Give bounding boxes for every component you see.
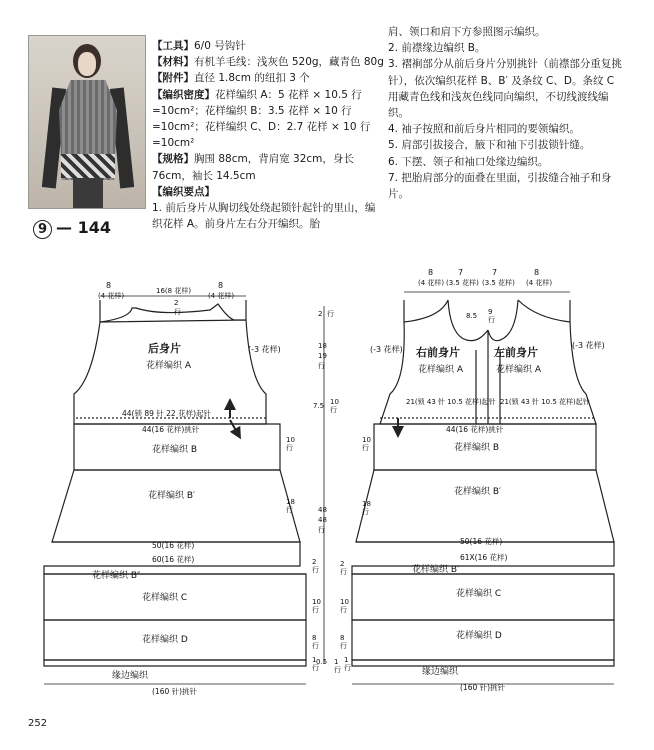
front-neck-width-1: 7 (458, 268, 464, 277)
back-rows-18: 18 (286, 498, 295, 506)
front-pattern-d: 花样编织 D (456, 631, 502, 641)
front-pattern-b3: 花样编织 B″ (412, 565, 461, 575)
step-4: 4. 袖子按照和前后身片相同的要领编织。 (388, 123, 580, 136)
back-pattern-b: 花样编织 B (152, 445, 198, 455)
back-shoulder-width-right: 8 (218, 281, 224, 290)
step-7: 7. 把胎肩部分的面叠在里面，引拔缝合袖子和身片。 (388, 171, 612, 201)
front-width-61: 61X(16 花样) (460, 553, 508, 562)
mid-rows-48: 48 (318, 516, 327, 524)
mid-rows-1-unit: 行 (334, 666, 341, 674)
back-pattern-a: 花样编织 A (146, 361, 192, 371)
front-pick-up: 44(16 花样)挑针 (446, 425, 504, 434)
material-line: 【材料】有机羊毛线：浅灰色 520g，藏青色 80g (152, 56, 384, 69)
circled-number: 9 (33, 220, 52, 239)
mid-rows-1: 1 (334, 658, 339, 666)
front-neck-depth: 8.5 (466, 312, 478, 320)
front-rows-10c-unit: 行 (340, 606, 347, 614)
back-shoulder-count-right: (4 花样) (208, 292, 235, 300)
back-shoulder-count: (4 花样) (98, 292, 125, 300)
front-shoulder-width-1: 8 (428, 268, 434, 277)
front-pattern-b2: 花样编织 B′ (454, 487, 502, 497)
step-2: 2. 前襟缘边编织 B。 (388, 42, 486, 55)
left-front-cast-on: 21(锁 43 针 10.5 花样)起针 (500, 398, 590, 406)
mid-rows-48-unit: 行 (318, 526, 325, 534)
front-pattern-b: 花样编织 B (454, 443, 500, 453)
back-hem-stitches: (160 针)挑针 (152, 687, 198, 696)
point-1: 1. 前后身片从胸切线处绕起锁针起针的里山，编织花样 A。前身片左右分开编织。胎 (152, 202, 376, 231)
front-rows-18: 18 (362, 500, 371, 508)
front-rows-1: 1 (344, 656, 349, 664)
back-rows-1-unit: 行 (312, 664, 319, 672)
front-width-50: 50(16 花样) (460, 537, 503, 546)
front-shoulder-count-2: (4 花样) (526, 279, 553, 287)
front-rows-10-unit: 行 (362, 444, 369, 452)
front-hem-stitches: (160 针)挑针 (460, 683, 506, 692)
back-rows-1: 1 (312, 656, 317, 664)
front-rows-2: 2 (340, 560, 345, 568)
left-front-title: 左前身片 (494, 346, 538, 359)
front-rows-8-unit: 行 (340, 642, 347, 650)
density-line: 【编织密度】花样编织 A：5 花样 × 10.5 行 =10cm²；花样编织 B：3.5 花样 × 10 行 =10cm²；花样编织 C、D：2.7 花样 × 10 行 =10cm² (152, 88, 371, 150)
front-shoulder-width-2: 8 (534, 268, 540, 277)
back-neck-rows: 2 (174, 299, 179, 307)
mid-height-0-5: 0.5 (316, 658, 328, 666)
front-neck-width-2: 7 (492, 268, 498, 277)
back-pattern-c: 花样编织 C (142, 593, 188, 603)
left-front-pattern-a: 花样编织 A (496, 365, 542, 375)
front-rows-10: 10 (362, 436, 371, 444)
back-pattern-d: 花样编织 D (142, 635, 188, 645)
back-rows-10c-unit: 行 (312, 606, 319, 614)
back-rows-18-unit: 行 (286, 506, 293, 514)
mid-rows-10-unit: 行 (330, 406, 337, 414)
mid-rows-18: 18 (318, 342, 327, 350)
front-shoulder-count-1: (4 花样) (418, 279, 445, 287)
back-shoulder-width: 8 (106, 281, 112, 290)
back-pattern-b3: 花样编织 B″ (92, 571, 141, 581)
front-neck-count-1: (3.5 花样) (446, 279, 479, 287)
back-rows-2-unit: 行 (312, 566, 319, 574)
step-6: 6. 下摆、领子和袖口处缘边编织。 (388, 155, 549, 168)
page-number: 252 (28, 718, 48, 729)
front-neck-rows-unit: 行 (488, 316, 495, 324)
back-cast-on: 44(锁 89 针 22 花样)起针 (122, 409, 212, 418)
back-rows-10c: 10 (312, 598, 321, 606)
back-piece-title: 后身片 (148, 342, 181, 355)
back-width-50: 50(16 花样) (152, 541, 195, 550)
mid-rows-19: 19 (318, 352, 327, 360)
back-pattern-b2: 花样编织 B′ (148, 491, 196, 501)
front-rows-10c: 10 (340, 598, 349, 606)
back-rows-10: 10 (286, 436, 295, 444)
front-rows-18-unit: 行 (362, 508, 369, 516)
front-neck-rows: 9 (488, 308, 493, 316)
back-neck-rows-unit: 行 (174, 308, 181, 316)
front-rows-2-unit: 行 (340, 568, 347, 576)
front-pattern-c: 花样编织 C (456, 589, 502, 599)
size-line: 【规格】胸围 88cm，背肩宽 32cm，身长 76cm，袖长 14.5cm (152, 153, 354, 182)
front-yoke-b2 (356, 470, 614, 542)
mid-height-48: 48 (318, 506, 327, 514)
front-edging: 缘边编织 (422, 667, 459, 677)
front-rows-1-unit: 行 (344, 664, 351, 672)
pattern-number: — 144 (56, 218, 111, 237)
front-rows-8: 8 (340, 634, 345, 642)
back-edging: 缘边编织 (112, 671, 149, 681)
accessory-line: 【附件】直径 1.8cm 的纽扣 3 个 (152, 72, 310, 85)
back-rows-2: 2 (312, 558, 317, 566)
back-width-60: 60(16 花样) (152, 555, 195, 564)
front-neck-count-2: (3.5 花样) (482, 279, 515, 287)
back-armhole-decrease: (-3 花样) (248, 345, 281, 354)
back-yoke-b2 (52, 470, 300, 542)
back-pick-up: 44(16 花样)挑针 (142, 425, 200, 434)
step-5: 5. 肩部引拔接合，腋下和袖下引拔锁针缝。 (388, 139, 591, 152)
back-rows-10-unit: 行 (286, 444, 293, 452)
front-armhole-decrease-right: (-3 花样) (572, 341, 605, 350)
mid-rows-2-unit: 行 (327, 310, 334, 318)
step-3: 3. 褶裥部分从前后身片分别挑针（前襟部分重复挑针），依次编织花样 B、B′ 及条纹 C、D。条纹 C 用藏青色线和浅灰色线同向编织，不切线渡线编织。 (388, 58, 622, 120)
right-front-title: 右前身片 (416, 346, 460, 359)
back-neck-width: 16(8 花样) (156, 287, 192, 295)
front-armhole-decrease-left: (-3 花样) (370, 345, 403, 354)
tool-line: 【工具】6/0 号钩针 (152, 40, 246, 52)
step-1-cont: 肩、领口和肩下方参照图示编织。 (388, 26, 546, 38)
back-rows-8-unit: 行 (312, 642, 319, 650)
mid-height-7-5: 7.5 (313, 402, 325, 410)
mid-rows-18-unit: 行 (318, 362, 325, 370)
mid-rows-10: 10 (330, 398, 339, 406)
right-front-pattern-a: 花样编织 A (418, 365, 464, 375)
points-heading: 【编织要点】 (152, 185, 215, 198)
back-rows-8: 8 (312, 634, 317, 642)
mid-rows-2: 2 (318, 310, 323, 318)
right-front-cast-on: 21(锁 43 针 10.5 花样)起针 (406, 398, 496, 406)
